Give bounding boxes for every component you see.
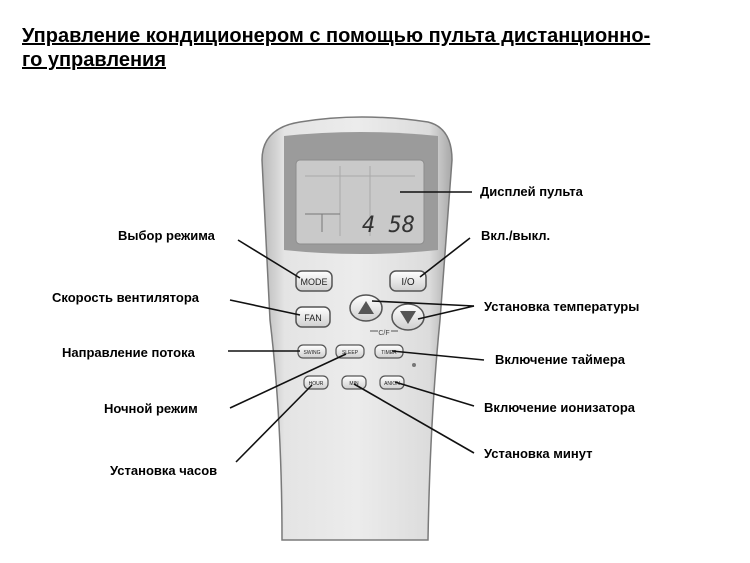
title-line-2: го управления bbox=[22, 49, 167, 71]
swing-button-label: SWING bbox=[303, 350, 321, 356]
label-mode: Выбор режима bbox=[118, 228, 215, 243]
title-line-1: Управление кондиционером с помощью пульта дистанционно- bbox=[22, 25, 651, 47]
label-flow-direction: Направление потока bbox=[62, 345, 195, 360]
min-button-label: MIN bbox=[349, 381, 359, 387]
fan-button-label: FAN bbox=[304, 313, 322, 323]
label-hours: Установка часов bbox=[110, 463, 218, 478]
label-timer: Включение таймера bbox=[495, 352, 625, 367]
label-fan-speed: Скорость вентилятора bbox=[52, 290, 199, 305]
display-time: 4 58 bbox=[362, 213, 415, 238]
anion-button-label: ANION bbox=[384, 381, 400, 387]
indicator-dot bbox=[412, 363, 416, 367]
label-display: Дисплей пульта bbox=[480, 184, 583, 199]
label-temperature: Установка температуры bbox=[484, 299, 640, 314]
sleep-button-label: SLEEP bbox=[341, 350, 359, 356]
label-ionizer: Включение ионизатора bbox=[484, 400, 635, 415]
timer-button-label: TIMER bbox=[381, 350, 397, 356]
label-night-mode: Ночной режим bbox=[104, 401, 198, 416]
label-onoff: Вкл./выкл. bbox=[481, 228, 551, 243]
temp-unit-label: C/F bbox=[378, 330, 390, 337]
hour-button-label: HOUR bbox=[308, 381, 324, 387]
onoff-button-label: I/O bbox=[401, 277, 415, 288]
label-minutes: Установка минут bbox=[484, 446, 593, 461]
mode-button-label: MODE bbox=[300, 277, 328, 287]
